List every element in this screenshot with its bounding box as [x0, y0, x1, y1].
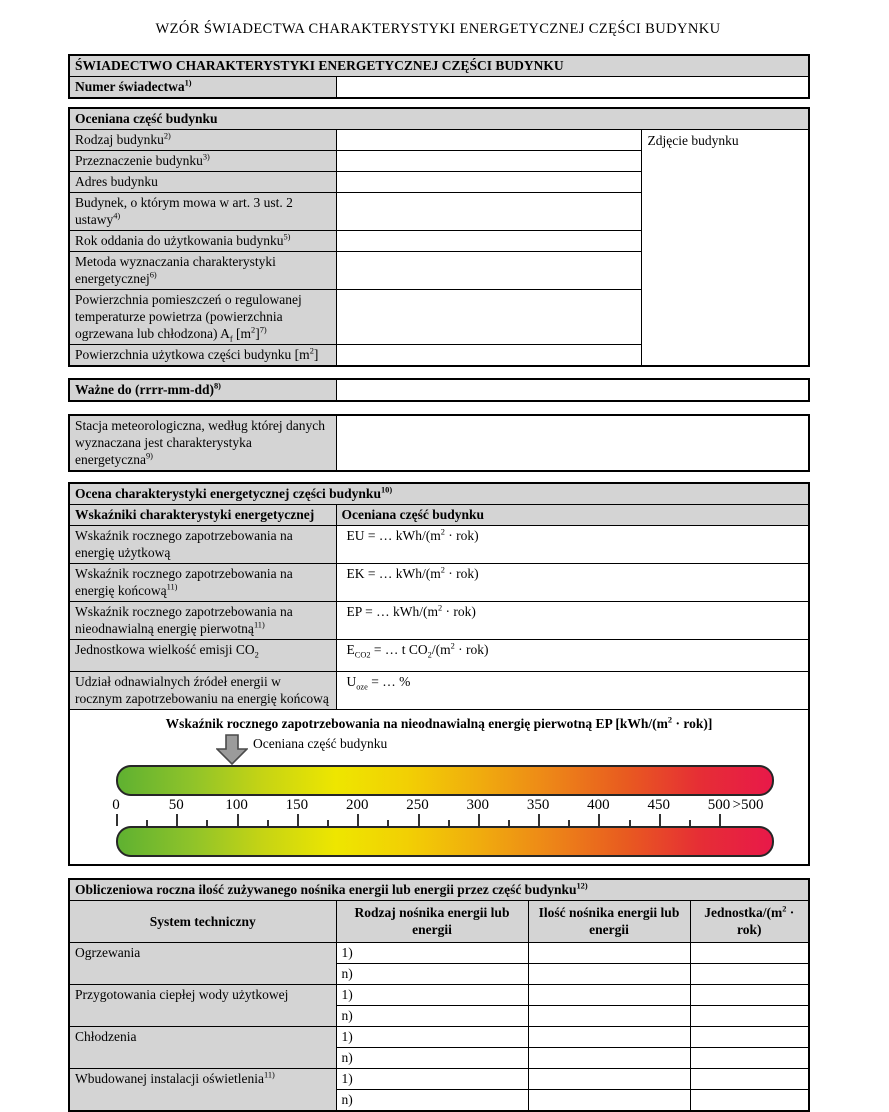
unit-cell: [690, 1027, 809, 1048]
ep-tick-label: 450: [647, 797, 670, 814]
arrow-down-icon: [216, 734, 248, 765]
field-label-regulated-area: Powierzchnia pomieszczeń o regulowanej temperaturze powietrza (powierzchnia ogrzewana lub chłodzona) $A_f$ $[m^2]^{7)}$: [69, 290, 336, 345]
ep-scale-section: [69, 710, 809, 866]
indicator-value-uoze: $U_{oze}$ = … %: [336, 672, 809, 710]
certificate-header: ŚWIADECTWO CHARAKTERYSTYKI ENERGETYCZNEJ CZĘŚCI BUDYNKU: [69, 55, 809, 77]
field-value-cell: [336, 290, 641, 345]
document-page: [68, 20, 808, 1112]
amount-cell: [528, 943, 690, 964]
amount-cell: [528, 985, 690, 1006]
field-value-cell: [336, 151, 641, 172]
ep-tick-label: 250: [406, 797, 429, 814]
energy-table-header: Obliczeniowa roczna ilość zużywanego nośnika energii lub energii przez część budynku$^{12)}$: [69, 879, 809, 901]
indicator-label-uoze: Udział odnawialnych źródeł energii w rocznym zapotrzebowaniu na energię końcową: [69, 672, 336, 710]
unit-cell: [690, 943, 809, 964]
unit-cell: [690, 1006, 809, 1027]
system-label-heating: Ogrzewania: [69, 943, 336, 985]
carrier-entry-cell: n): [336, 1090, 528, 1112]
field-label-method: Metoda wyznaczania charakterystyki energetycznej$^{6)}$: [69, 252, 336, 290]
column-header-carrier-amount: Ilość nośnika energii lub energii: [528, 901, 690, 943]
ep-scale-pointer-label: Oceniana część budynku: [253, 736, 388, 752]
amount-cell: [528, 1069, 690, 1090]
field-label-building-address: Adres budynku: [69, 172, 336, 193]
indicator-label-co2: Jednostkowa wielkość emisji $CO_2$: [69, 640, 336, 672]
assessment-col1-header: Wskaźniki charakterystyki energetycznej: [69, 505, 336, 526]
unit-cell: [690, 1069, 809, 1090]
field-label-building-type: Rodzaj budynku$^{2)}$: [69, 130, 336, 151]
ep-tick-major: [478, 814, 480, 826]
unit-cell: [690, 1048, 809, 1069]
ep-tick-label: 0: [112, 797, 120, 814]
unit-cell: [690, 985, 809, 1006]
ep-scale-ticks: [70, 796, 808, 826]
indicator-value-ek: EK = … kWh/$(m^2 \cdot rok)$: [336, 564, 809, 602]
column-header-system: System techniczny: [69, 901, 336, 943]
ep-tick-major: [237, 814, 239, 826]
indicator-label-ek: Wskaźnik rocznego zapotrzebowania na energię końcową$^{11)}$: [69, 564, 336, 602]
ep-tick-major: [418, 814, 420, 826]
field-value-cell: [336, 130, 641, 151]
field-label-building-art3: Budynek, o którym mowa w art. 3 ust. 2 ustawy$^{4)}$: [69, 193, 336, 231]
ep-scale-pointer-row: [70, 734, 808, 765]
ep-scale-bar-bottom: [116, 826, 774, 857]
ep-tick-label: 350: [526, 797, 550, 814]
energy-carriers-table: [68, 878, 810, 1112]
amount-cell: [528, 1048, 690, 1069]
building-table: [68, 107, 810, 367]
carrier-entry-cell: 1): [336, 943, 528, 964]
ep-tick-major: [176, 814, 178, 826]
ep-tick-minor: [206, 820, 208, 826]
ep-tick-minor: [146, 820, 148, 826]
ep-tick-minor: [327, 820, 329, 826]
weather-station-label: Stacja meteorologiczna, według której danych wyznaczana jest charakterystyka energetyczna$^{9)}$: [69, 415, 336, 471]
valid-until-value-cell: [336, 379, 809, 401]
amount-cell: [528, 964, 690, 985]
certificate-table: [68, 54, 810, 99]
unit-cell: [690, 1090, 809, 1112]
carrier-entry-cell: 1): [336, 1027, 528, 1048]
field-value-cell: [336, 193, 641, 231]
page-title: WZÓR ŚWIADECTWA CHARAKTERYSTYKI ENERGETYCZNEJ CZĘŚCI BUDYNKU: [155, 21, 721, 37]
ep-tick-minor: [689, 820, 691, 826]
certificate-number-label: Numer świadectwa$^{1)}$: [69, 77, 336, 99]
valid-until-label: Ważne do (rrrr-mm-dd)$^{8)}$: [69, 379, 336, 401]
system-label-lighting: Wbudowanej instalacji oświetlenia$^{11)}$: [69, 1069, 336, 1112]
ep-tick-major: [297, 814, 299, 826]
ep-tick-minor: [267, 820, 269, 826]
field-value-cell: [336, 231, 641, 252]
assessment-header: Ocena charakterystyki energetycznej części budynku$^{10)}$: [69, 483, 809, 505]
indicator-label-ep: Wskaźnik rocznego zapotrzebowania na nieodnawialną energię pierwotną$^{11)}$: [69, 602, 336, 640]
weather-station-table: [68, 414, 810, 472]
ep-tick-major: [659, 814, 661, 826]
building-section-header: Oceniana część budynku: [69, 108, 809, 130]
amount-cell: [528, 1006, 690, 1027]
ep-tick-major: [357, 814, 359, 826]
field-value-cell: [336, 172, 641, 193]
ep-tick-label: 200: [345, 797, 369, 814]
system-label-hot-water: Przygotowania ciepłej wody użytkowej: [69, 985, 336, 1027]
indicator-value-eu: EU = … kWh/$(m^2 \cdot rok)$: [336, 526, 809, 564]
assessment-col2-header: Oceniana część budynku: [336, 505, 809, 526]
field-label-commissioning-year: Rok oddania do użytkowania budynku$^{5)}$: [69, 231, 336, 252]
field-value-cell: [336, 252, 641, 290]
ep-tick-minor: [508, 820, 510, 826]
assessment-table: [68, 482, 810, 866]
system-label-cooling: Chłodzenia: [69, 1027, 336, 1069]
ep-tick-major: [538, 814, 540, 826]
ep-tick-label: 150: [285, 797, 309, 814]
column-header-unit: Jednostka/$(m^2 \cdot rok)$: [690, 901, 809, 943]
ep-tick-label: 300: [466, 797, 490, 814]
ep-tick-label: 500: [707, 797, 731, 814]
field-value-cell: [336, 345, 641, 367]
ep-tick-major: [719, 814, 721, 826]
ep-tick-label: 50: [168, 797, 184, 814]
indicator-value-co2: $E_{CO2}$ = … t $CO_2/(m^2 \cdot rok)$: [336, 640, 809, 672]
ep-tick-label: 100: [225, 797, 248, 814]
ep-tick-minor: [448, 820, 450, 826]
ep-tick-label-overflow: >500: [732, 797, 764, 814]
ep-tick-major: [116, 814, 118, 826]
field-label-usable-area: Powierzchnia użytkowa części budynku $[m^2]$: [69, 345, 336, 367]
ep-tick-major: [598, 814, 600, 826]
weather-station-value-cell: [336, 415, 809, 471]
ep-tick-label: 400: [587, 797, 610, 814]
amount-cell: [528, 1027, 690, 1048]
certificate-number-value-cell: [336, 77, 809, 99]
ep-tick-minor: [387, 820, 389, 826]
ep-tick-minor: [629, 820, 631, 826]
ep-scale-bar-top: [116, 765, 774, 796]
carrier-entry-cell: 1): [336, 1069, 528, 1090]
valid-until-table: [68, 378, 810, 402]
carrier-entry-cell: n): [336, 964, 528, 985]
carrier-entry-cell: 1): [336, 985, 528, 1006]
unit-cell: [690, 964, 809, 985]
carrier-entry-cell: n): [336, 1006, 528, 1027]
ep-scale-title: Wskaźnik rocznego zapotrzebowania na nieodnawialną energię pierwotną EP $[kWh/(m^2 \cdot rok)]$: [165, 715, 713, 732]
indicator-value-ep: EP = … kWh/$(m^2 \cdot rok)$: [336, 602, 809, 640]
column-header-carrier-type: Rodzaj nośnika energii lub energii: [336, 901, 528, 943]
indicator-label-eu: Wskaźnik rocznego zapotrzebowania na energię użytkową: [69, 526, 336, 564]
amount-cell: [528, 1090, 690, 1112]
field-label-building-purpose: Przeznaczenie budynku$^{3)}$: [69, 151, 336, 172]
ep-tick-minor: [568, 820, 570, 826]
carrier-entry-cell: n): [336, 1048, 528, 1069]
building-photo-cell: Zdjęcie budynku: [641, 130, 809, 367]
